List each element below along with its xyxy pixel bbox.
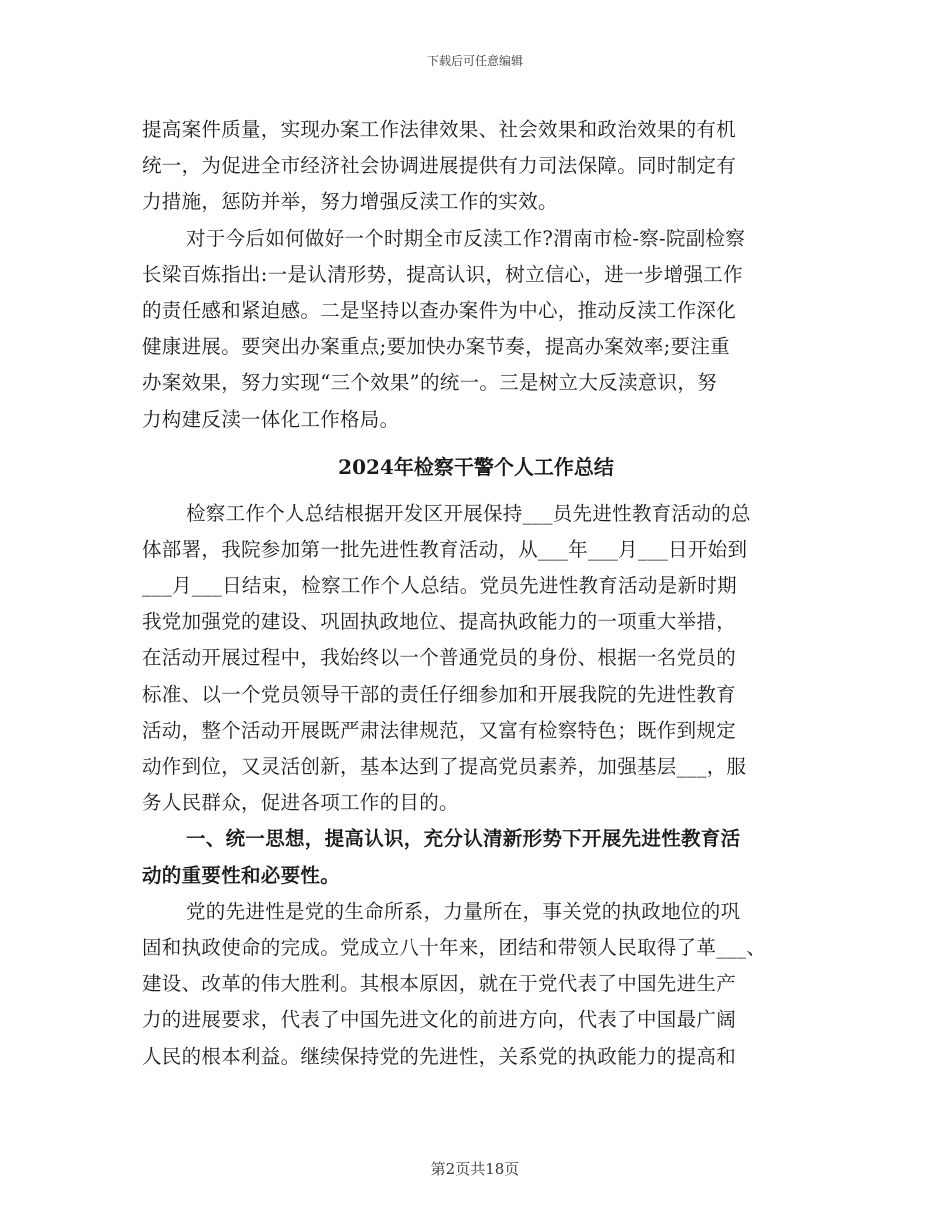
text-line: 力措施，惩防并举，努力增强反渎工作的实效。	[142, 190, 558, 214]
text-line: 人民的根本利益。继续保持党的先进性，关系党的执政能力的提高和	[142, 1044, 737, 1068]
text-line: 固和执政使命的完成。党成立八十年来，团结和带领人民取得了革___、	[142, 935, 767, 959]
text-line: 标准、以一个党员领导干部的责任仔细参加和开展我院的先进性教育	[142, 682, 737, 706]
document-body	[142, 112, 810, 1075]
text-line: 党的先进性是党的生命所系，力量所在，事关党的执政地位的巩	[186, 899, 741, 923]
text-line: 力的进展要求，代表了中国先进文化的前进方向，代表了中国最广阔	[142, 1008, 737, 1032]
text-line: 统一，为促进全市经济社会协调进展提供有力司法保障。同时制定有	[142, 154, 737, 178]
heading-line: 动的重要性和必要性。	[142, 863, 341, 887]
text-line: 务人民群众，促进各项工作的目的。	[142, 791, 459, 815]
text-line: 建设、改革的伟大胜利。其根本原因，就在于党代表了中国先进生产	[142, 972, 737, 996]
text-line: 办案效果，努力实现“三个效果”的统一。三是树立大反渎意识，努	[142, 371, 717, 395]
paragraph-party-advancement	[142, 894, 810, 1075]
text-line: 体部署，我院参加第一批先进性教育活动，从___年___月___日开始到	[142, 537, 748, 561]
text-line: 在活动开展过程中，我始终以一个普通党员的身份、根据一名党员的	[142, 646, 737, 670]
text-line: 的责任感和紧迫感。二是坚持以查办案件为中心，推动反渎工作深化	[142, 298, 737, 322]
text-line: 活动，整个活动开展既严肃法律规范，又富有检察特色；既作到规定	[142, 718, 737, 742]
heading-line: 一、统一思想，提高认识，充分认清新形势下开展先进性教育活	[186, 827, 741, 851]
document-title: 2024年检察干警个人工作总结	[338, 454, 614, 479]
text-line: 检察工作个人总结根据开发区开展保持___员先进性教育活动的总	[186, 501, 751, 525]
text-line: 我党加强党的建设、巩固执政地位、提高执政能力的一项重大举措，	[142, 610, 737, 634]
text-line: 健康进展。要突出办案重点;要加快办案节奏，提高办案效率;要注重	[142, 335, 730, 359]
text-line: ___月___日结束，检察工作个人总结。党员先进性教育活动是新时期	[142, 574, 737, 598]
text-line: 长梁百炼指出:一是认清形势，提高认识，树立信心，进一步增强工作	[142, 262, 743, 286]
text-line: 提高案件质量，实现办案工作法律效果、社会效果和政治效果的有机	[142, 118, 737, 141]
text-line: 动作到位，又灵活创新，基本达到了提高党员素养，加强基层___，服	[142, 755, 747, 778]
page-header: 下载后可任意编辑	[426, 54, 523, 68]
paragraph-continued	[142, 112, 810, 221]
page-footer: 第2页共18页	[430, 1160, 520, 1178]
paragraph-summary	[142, 496, 810, 822]
paragraph-future-work	[142, 221, 810, 438]
text-line: 对于今后如何做好一个时期全市反渎工作?渭南市检-察-院副检察	[186, 226, 746, 250]
section-heading	[142, 821, 810, 893]
text-line: 力构建反渎一体化工作格局。	[142, 407, 400, 431]
